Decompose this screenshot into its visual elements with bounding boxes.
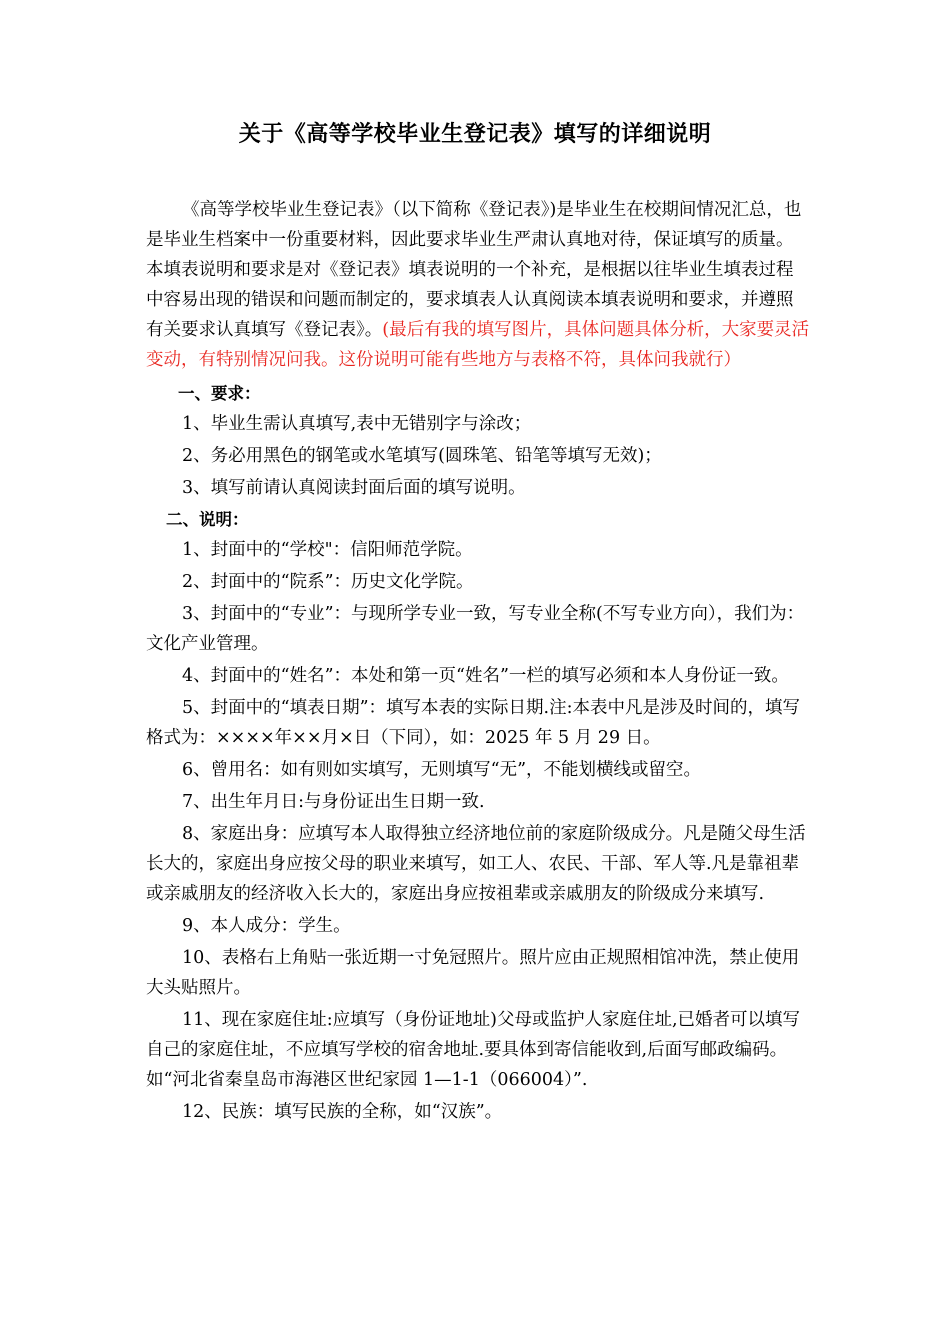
explanation-item: 7、出生年月日:与身份证出生日期一致. [182,792,485,812]
explanation-item: 1、封面中的“学校"：信阳师范学院。 [182,540,473,560]
explanation-item: 11、现在家庭住址:应填写（身份证地址)父母或监护人家庭住址,已婚者可以填写自己的家庭住址，不应填写学校的宿舍地址.要具体到寄信能收到,后面写邮政编码。如“河北省秦皇岛市海港区世纪家园 1—1-1（066004）”. [146,1010,801,1090]
explanation-item: 5、封面中的“填表日期”：填写本表的实际日期.注:本表中凡是涉及时间的，填写格式为：××××年××月×日（下同），如：2025 年 5 月 29 日。 [146,698,800,748]
explanation-item: 10、表格右上角贴一张近期一寸免冠照片。照片应由正规照相馆冲洗，禁止使用大头贴照片。 [146,948,800,998]
explanation-item: 9、本人成分：学生。 [182,916,351,936]
document-body [146,195,810,1129]
intro-paragraph [146,195,810,375]
explanation-item: 2、封面中的“院系”：历史文化学院。 [182,572,474,592]
section-heading-explanations: 二、说明： [166,510,249,529]
requirement-item: 2、务必用黑色的钢笔或水笔填写(圆珠笔、铅笔等填写无效)； [182,446,662,466]
intro-note-red: (最后有我的填写图片，具体问题具体分析，大家要灵活变动，有特别情况问我。这份说明可能有些地方与表格不符，具体问我就行） [146,320,810,370]
explanation-item: 6、曾用名：如有则如实填写，无则填写“无”，不能划横线或留空。 [182,760,702,780]
explanation-item: 4、封面中的“姓名”：本处和第一页“姓名”一栏的填写必须和本人身份证一致。 [182,666,789,686]
explanation-item: 12、民族：填写民族的全称，如“汉族”。 [182,1102,503,1122]
document-title: 关于《高等学校毕业生登记表》填写的详细说明 [238,122,712,147]
explanation-item: 8、家庭出身：应填写本人取得独立经济地位前的家庭阶级成分。凡是随父母生活长大的，家庭出身应按父母的职业来填写，如工人、农民、干部、军人等.凡是靠祖辈或亲戚朋友的经济收入长大的，家庭出身应按祖辈或亲戚朋友的阶级成分来填写. [146,824,806,904]
requirement-item: 3、填写前请认真阅读封面后面的填写说明。 [182,478,526,498]
intro-text: 《高等学校毕业生登记表》（以下简称《登记表》)是毕业生在校期间情况汇总，也是毕业生档案中一份重要材料，因此要求毕业生严肃认真地对待，保证填写的质量。本填表说明和要求是对《登记表》填表说明的一个补充，是根据以往毕业生填表过程中容易出现的错误和问题而制定的，要求填表人认真阅读本填表说明和要求，并遵照有关要求认真填写《登记表》。 [146,200,802,340]
section-heading-requirements: 一、要求： [178,384,261,403]
explanation-item: 3、封面中的“专业”：与现所学专业一致，写专业全称(不写专业方向），我们为：文化产业管理。 [146,604,805,654]
requirement-item: 1、毕业生需认真填写,表中无错别字与涂改； [182,414,532,434]
